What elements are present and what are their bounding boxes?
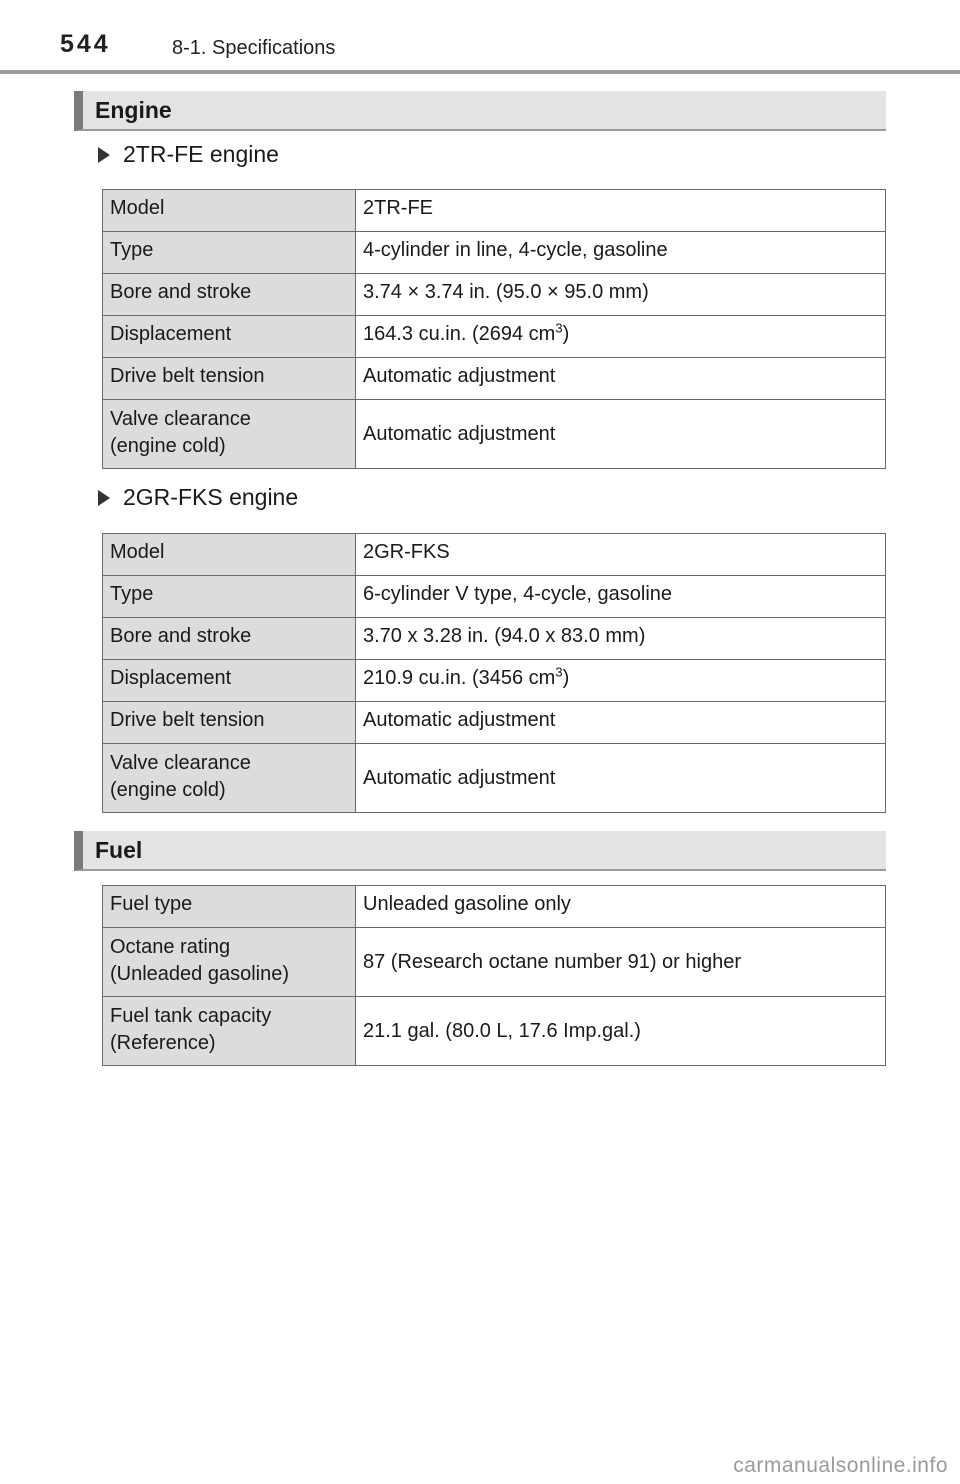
fuel-spec-table — [102, 885, 886, 1066]
spec-label: Displacement — [103, 316, 356, 358]
table-row — [103, 660, 886, 702]
watermark: carmanualsonline.info — [733, 1454, 948, 1477]
engine-2tr-fe-spec-table — [102, 189, 886, 469]
value-text: 210.9 cu.in. (3456 cm — [363, 667, 556, 689]
spec-label: Bore and stroke — [103, 618, 356, 660]
value-text: 164.3 cu.in. (2694 cm — [363, 323, 556, 345]
spec-value: 3.70 x 3.28 in. (94.0 x 83.0 mm) — [356, 618, 886, 660]
table-row — [103, 358, 886, 400]
fuel-section-heading: Fuel — [74, 831, 886, 871]
spec-label: Fuel type — [103, 886, 356, 928]
spec-value: Automatic adjustment — [356, 744, 886, 813]
section-path: 8-1. Specifications — [172, 37, 336, 59]
table-row — [103, 400, 886, 469]
spec-label: Type — [103, 576, 356, 618]
table-row — [103, 316, 886, 358]
engine-2gr-fks-heading — [98, 484, 298, 511]
label-line: Valve clearance — [110, 752, 251, 774]
spec-value: 6-cylinder V type, 4-cycle, gasoline — [356, 576, 886, 618]
page-number: 544 — [60, 30, 111, 58]
table-row — [103, 928, 886, 997]
table-row — [103, 576, 886, 618]
table-row — [103, 534, 886, 576]
spec-value: Automatic adjustment — [356, 702, 886, 744]
table-row — [103, 274, 886, 316]
label-line: Fuel tank capacity — [110, 1005, 272, 1027]
table-row — [103, 702, 886, 744]
table-row — [103, 618, 886, 660]
spec-label — [103, 744, 356, 813]
spec-value: Unleaded gasoline only — [356, 886, 886, 928]
spec-value — [356, 660, 886, 702]
engine-2gr-fks-title: 2GR-FKS engine — [123, 484, 299, 510]
spec-label: Model — [103, 190, 356, 232]
label-line: Valve clearance — [110, 408, 251, 430]
spec-value — [356, 316, 886, 358]
engine-2tr-fe-title: 2TR-FE engine — [123, 141, 279, 167]
spec-value: 4-cylinder in line, 4-cycle, gasoline — [356, 232, 886, 274]
arrow-right-icon — [98, 147, 110, 163]
spec-label: Drive belt tension — [103, 702, 356, 744]
table-row — [103, 997, 886, 1066]
engine-2tr-fe-heading — [98, 141, 279, 168]
value-text: ) — [562, 667, 570, 689]
spec-value: 87 (Research octane number 91) or higher — [356, 928, 886, 997]
spec-value: 2GR-FKS — [356, 534, 886, 576]
spec-label: Model — [103, 534, 356, 576]
spec-label: Drive belt tension — [103, 358, 356, 400]
engine-2gr-fks-spec-table — [102, 533, 886, 813]
spec-value: 3.74 × 3.74 in. (95.0 × 95.0 mm) — [356, 274, 886, 316]
spec-value: 21.1 gal. (80.0 L, 17.6 Imp.gal.) — [356, 997, 886, 1066]
spec-label: Displacement — [103, 660, 356, 702]
spec-label: Bore and stroke — [103, 274, 356, 316]
spec-label — [103, 997, 356, 1066]
table-row — [103, 744, 886, 813]
spec-value: Automatic adjustment — [356, 400, 886, 469]
spec-label: Type — [103, 232, 356, 274]
label-line: (engine cold) — [110, 779, 226, 801]
superscript: 3 — [555, 664, 563, 680]
spec-label — [103, 400, 356, 469]
label-line: (Unleaded gasoline) — [110, 963, 290, 985]
label-line: Octane rating — [110, 936, 231, 958]
value-text: ) — [562, 323, 570, 345]
table-row — [103, 232, 886, 274]
arrow-right-icon — [98, 490, 110, 506]
spec-value: Automatic adjustment — [356, 358, 886, 400]
spec-value: 2TR-FE — [356, 190, 886, 232]
superscript: 3 — [555, 320, 563, 336]
engine-section-heading: Engine — [74, 91, 886, 131]
label-line: (engine cold) — [110, 435, 226, 457]
table-row — [103, 886, 886, 928]
header-rule — [0, 70, 960, 74]
label-line: (Reference) — [110, 1032, 216, 1054]
table-row — [103, 190, 886, 232]
spec-label — [103, 928, 356, 997]
